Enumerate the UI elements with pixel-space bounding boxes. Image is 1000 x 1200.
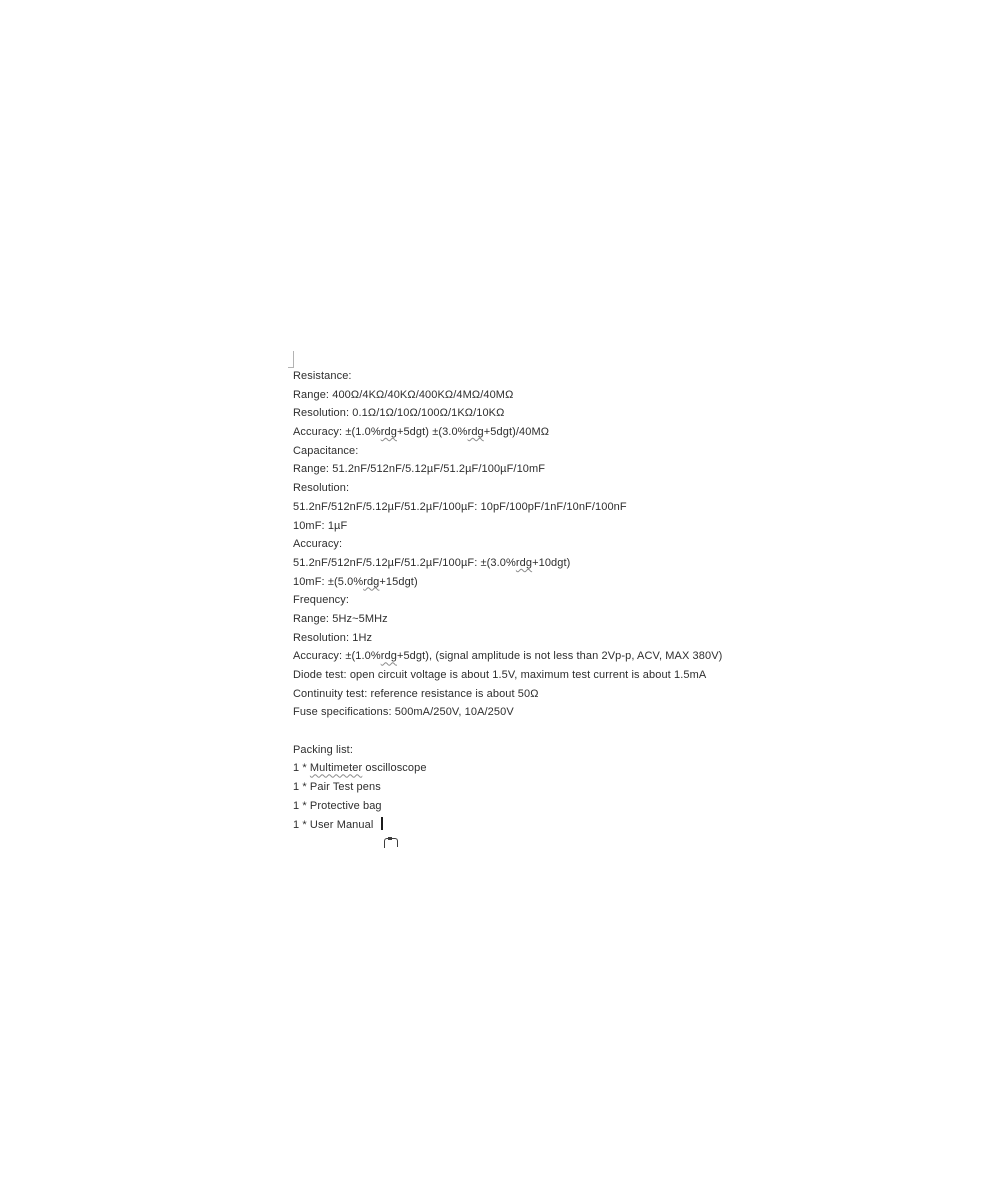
text-run: Fuse specifications: 500mA/250V, 10A/250V xyxy=(293,706,514,719)
text-line[interactable] xyxy=(293,629,933,648)
text-boundary-corner-mark xyxy=(293,351,294,368)
text-run: Resolution: xyxy=(293,482,350,495)
text-run: +15dgt) xyxy=(379,575,418,588)
text-line[interactable] xyxy=(293,778,933,797)
misspelled-word: rdg xyxy=(467,426,484,439)
text-run: +5dgt), (signal amplitude is not less than 2Vp-p, ACV, MAX 380V) xyxy=(396,650,723,663)
misspelled-word: Multimeter xyxy=(309,762,363,775)
text-line[interactable] xyxy=(293,498,933,517)
text-line[interactable] xyxy=(293,442,933,461)
text-run: 51.2nF/512nF/5.12µF/51.2µF/100µF: ±(3.0% xyxy=(293,556,516,569)
text-run: Range: 400Ω/4KΩ/40KΩ/400KΩ/4MΩ/40MΩ xyxy=(293,388,514,401)
text-line[interactable] xyxy=(293,685,933,704)
misspelled-word: rdg xyxy=(380,426,397,439)
mouse-text-cursor-notch xyxy=(388,837,392,840)
document-text-block[interactable] xyxy=(293,367,933,834)
text-line[interactable] xyxy=(293,423,933,442)
text-line[interactable] xyxy=(293,610,933,629)
text-run: 1 * xyxy=(293,762,310,775)
text-run: Accuracy: ±(1.0% xyxy=(293,426,381,439)
text-caret xyxy=(381,817,383,830)
text-run: 1 * User Manual xyxy=(293,818,377,831)
text-run: Resolution: 0.1Ω/1Ω/10Ω/100Ω/1KΩ/10KΩ xyxy=(293,407,505,420)
text-line[interactable] xyxy=(293,460,933,479)
text-run: +10dgt) xyxy=(532,556,571,569)
text-line[interactable] xyxy=(293,797,933,816)
text-line[interactable] xyxy=(293,591,933,610)
text-line[interactable] xyxy=(293,404,933,423)
blank-line[interactable] xyxy=(293,722,933,741)
text-run: Frequency: xyxy=(293,594,350,607)
text-run: Range: 5Hz~5MHz xyxy=(293,612,388,625)
text-run: Accuracy: xyxy=(293,538,343,551)
text-line[interactable] xyxy=(293,554,933,573)
text-run: Resolution: 1Hz xyxy=(293,631,373,644)
mouse-text-cursor-tail xyxy=(384,845,385,848)
text-line[interactable] xyxy=(293,479,933,498)
text-line[interactable] xyxy=(293,703,933,722)
misspelled-word: rdg xyxy=(515,556,533,569)
text-line[interactable] xyxy=(293,647,933,666)
text-run: +5dgt) ±(3.0% xyxy=(396,426,468,439)
text-run: 1 * Pair Test pens xyxy=(293,781,381,794)
text-run: Capacitance: xyxy=(293,444,359,457)
text-run: Continuity test: reference resistance is about 50Ω xyxy=(293,687,539,700)
mouse-text-cursor-icon xyxy=(384,838,398,847)
text-run: Diode test: open circuit voltage is about 1.5V, maximum test current is about 1.5mA xyxy=(293,669,707,681)
text-run: 10mF: 1µF xyxy=(293,519,348,532)
text-run: Accuracy: ±(1.0% xyxy=(293,650,381,663)
misspelled-word: rdg xyxy=(363,575,380,588)
text-line[interactable] xyxy=(293,367,933,386)
text-run: 1 * Protective bag xyxy=(293,799,382,812)
text-run: 10mF: ±(5.0% xyxy=(293,575,364,588)
text-line[interactable] xyxy=(293,535,933,554)
text-line[interactable] xyxy=(293,741,933,760)
text-run: oscilloscope xyxy=(362,762,427,775)
text-line[interactable] xyxy=(293,816,933,835)
text-run: Resistance: xyxy=(293,370,352,382)
text-line[interactable] xyxy=(293,573,933,592)
text-line[interactable] xyxy=(293,666,933,685)
text-run: Range: 51.2nF/512nF/5.12µF/51.2µF/100µF/10mF xyxy=(293,463,546,476)
text-run: +5dgt)/40MΩ xyxy=(483,426,550,439)
text-run: 51.2nF/512nF/5.12µF/51.2µF/100µF: 10pF/100pF/1nF/10nF/100nF xyxy=(293,500,627,513)
text-line[interactable] xyxy=(293,386,933,405)
text-run: Packing list: xyxy=(293,743,353,756)
text-line[interactable] xyxy=(293,759,933,778)
misspelled-word: rdg xyxy=(380,650,397,663)
text-line[interactable] xyxy=(293,517,933,536)
